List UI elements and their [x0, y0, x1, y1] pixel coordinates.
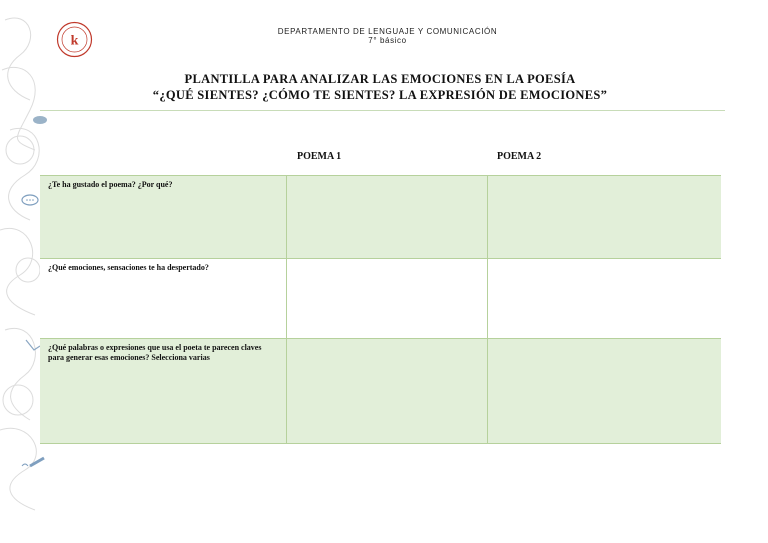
- poema-1-answer-cell[interactable]: [286, 339, 487, 443]
- column-header-poema-1: POEMA 1: [297, 151, 342, 162]
- document-header: [200, 27, 575, 45]
- table-row: [40, 259, 721, 339]
- title-divider: [40, 110, 725, 111]
- poema-2-answer-cell[interactable]: [487, 259, 721, 338]
- poema-2-answer-cell[interactable]: [487, 176, 721, 258]
- question-cell: ¿Te ha gustado el poema? ¿Por qué?: [48, 180, 173, 189]
- department-name: DEPARTAMENTO DE LENGUAJE Y COMUNICACIÓN: [277, 27, 498, 36]
- title-line-1: PLANTILLA PARA ANALIZAR LAS EMOCIONES EN LA POESÍA: [184, 72, 576, 86]
- poema-2-answer-cell[interactable]: [487, 339, 721, 443]
- cloud-icon: [33, 116, 47, 124]
- grade-label: 7° básico: [368, 36, 407, 45]
- logo-letter: k: [70, 33, 79, 49]
- poema-1-answer-cell[interactable]: [286, 259, 487, 338]
- column-header-poema-2: POEMA 2: [497, 151, 542, 162]
- question-cell: ¿Qué emociones, sensaciones te ha despertado?: [48, 263, 209, 272]
- school-logo: [56, 21, 93, 58]
- table-row: [40, 339, 721, 444]
- speech-bubble-icon: [22, 195, 38, 205]
- title-line-2: “¿QUÉ SIENTES? ¿CÓMO TE SIENTES? LA EXPRESIÓN DE EMOCIONES”: [152, 88, 608, 102]
- document-title: [100, 71, 660, 103]
- table-row: [40, 176, 721, 259]
- poema-1-answer-cell[interactable]: [286, 176, 487, 258]
- question-cell: ¿Qué palabras o expresiones que usa el poeta te parecen claves para generar esas emociones? Selecciona varias: [48, 343, 262, 362]
